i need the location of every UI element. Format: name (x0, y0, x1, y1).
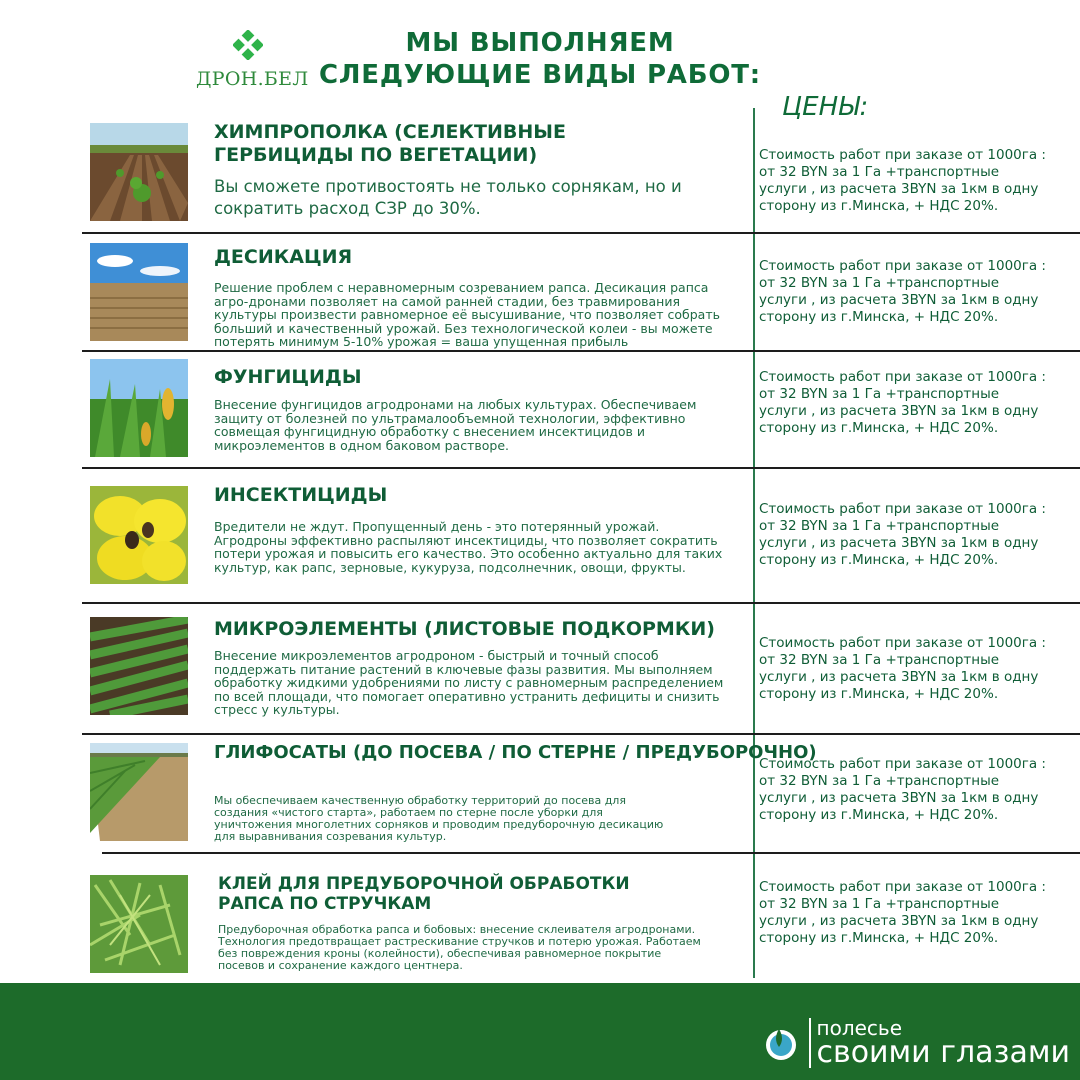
service-title: МИКРОЭЛЕМЕНТЫ (ЛИСТОВЫЕ ПОДКОРМКИ) (214, 618, 715, 640)
field-half-treated-photo (90, 743, 188, 841)
service-description: Вы сможете противостоять не только сорнякам, но и сократить расход СЗР до 30%. (214, 177, 682, 218)
service-price: Стоимость работ при заказе от 1000га : от 32 BYN за 1 Га +транспортные услуги , из расчета 3BYN за 1км в одну сторону из г.Минска, + НДС 20%. (759, 147, 1046, 214)
page-title (300, 27, 780, 91)
service-description: Решение проблем с неравномерным созреванием рапса. Десикация рапса агро-дронами позволяет на самой ранней стадии, без травмирования культуры произвести равномерное её высушивание, что позволяет собрать больший и качественный урожай. Без технологической колеи - вы можете потерять минимум 5-10% урожая = ваша упущенная прибыль (214, 280, 720, 349)
service-description: Внесение фунгицидов агродронами на любых культурах. Обеспечиваем защиту от болезней по ультрамалообъемной технологии, эффективно совмещая фунгицидную обработку с внесением инсектицидов и микроэлементов в одном баковом растворе. (214, 397, 697, 453)
service-title: КЛЕЙ ДЛЯ ПРЕДУБОРОЧНОЙ ОБРАБОТКИ РАПСА ПО СТРУЧКАМ (218, 874, 630, 914)
prices-heading: ЦЕНЫ: (782, 92, 869, 122)
column-divider (753, 108, 755, 978)
service-price: Стоимость работ при заказе от 1000га : от 32 BYN за 1 Га +транспортные услуги , из расчета 3BYN за 1км в одну сторону из г.Минска, + НДС 20%. (759, 879, 1046, 946)
service-description: Вредители не ждут. Пропущенный день - это потерянный урожай. Агродроны эффективно распыляют инсектициды, что позволяет сократить потери урожая и повысить его качество. Это особенно актуально для таких культур, как рапс, зерновые, кукуруза, подсолнечник, овощи, фрукты. (214, 519, 723, 575)
service-price: Стоимость работ при заказе от 1000га : от 32 BYN за 1 Га +транспортные услуги , из расчета 3BYN за 1км в одну сторону из г.Минска, + НДС 20%. (759, 756, 1046, 823)
rapeseed-pods-photo (90, 875, 188, 973)
page-title-line2: СЛЕДУЮЩИЕ ВИДЫ РАБОТ: (319, 60, 761, 90)
beetles-on-yellow-flower-photo (90, 486, 188, 584)
row-separator (82, 602, 1080, 604)
row-separator (82, 232, 1080, 234)
row-separator (82, 467, 1080, 469)
corn-field-photo (90, 359, 188, 457)
brand-divider (809, 1018, 811, 1068)
clover-logo-icon (233, 30, 263, 60)
service-price: Стоимость работ при заказе от 1000га : от 32 BYN за 1 Га +транспортные услуги , из расчета 3BYN за 1км в одну сторону из г.Минска, + НДС 20%. (759, 369, 1046, 436)
service-description: Предуборочная обработка рапса и бобовых: внесение склеивателя агродронами. Технология предотвращает растрескивание стручков и потерю урожая. Работаем без повреждения кроны (колейности), обеспечивая равномерное покрытие посевов и сохранение каждого центнера. (218, 923, 701, 972)
green-crop-rows-photo (90, 617, 188, 715)
service-description: Мы обеспечиваем качественную обработку территорий до посева для создания «чистого старта», работаем по стерне после уборки для уничтожения многолетних сорняков и проводим предуборочную десикацию для выравнивания созревания культур. (214, 794, 664, 843)
service-title: ХИМПРОПОЛКА (СЕЛЕКТИВНЫЕ ГЕРБИЦИДЫ ПО ВЕГЕТАЦИИ) (214, 121, 566, 166)
page-title-line1: МЫ ВЫПОЛНЯЕМ (405, 28, 675, 58)
service-price: Стоимость работ при заказе от 1000га : от 32 BYN за 1 Га +транспортные услуги , из расчета 3BYN за 1км в одну сторону из г.Минска, + НДС 20%. (759, 635, 1046, 702)
service-price: Стоимость работ при заказе от 1000га : от 32 BYN за 1 Га +транспортные услуги , из расчета 3BYN за 1км в одну сторону из г.Минска, + НДС 20%. (759, 501, 1046, 568)
footer-brand (763, 1018, 1070, 1068)
row-separator (82, 733, 1080, 735)
service-title: ГЛИФОСАТЫ (ДО ПОСЕВА / ПО СТЕРНЕ / ПРЕДУБОРОЧНО) (214, 742, 817, 763)
dry-field-sky-photo (90, 243, 188, 341)
row-separator (102, 852, 1080, 854)
service-title: ДЕСИКАЦИЯ (214, 246, 353, 268)
service-description: Внесение микроэлементов агродроном - быстрый и точный способ поддержать питание растений в ключевые фазы развития. Мы выполняем обработку жидкими удобрениями по листу с равномерным распределением по всей площади, что помогает оперативно устранить дефициты и снизить стресс у культуры. (214, 648, 724, 717)
logo (196, 30, 309, 90)
row-separator (82, 350, 1080, 352)
brand-text-bottom: своими глазами (816, 1035, 1070, 1070)
logo-text: ДРОН.БЕЛ (196, 68, 309, 90)
service-title: ФУНГИЦИДЫ (214, 366, 362, 388)
service-price: Стоимость работ при заказе от 1000га : от 32 BYN за 1 Га +транспортные услуги , из расчета 3BYN за 1км в одну сторону из г.Минска, + НДС 20%. (759, 258, 1046, 325)
crop-rows-field-photo (90, 123, 188, 221)
service-title: ИНСЕКТИЦИДЫ (214, 484, 388, 506)
brand-text-top: полесье (816, 1016, 903, 1040)
drop-logo-icon (763, 1025, 799, 1061)
